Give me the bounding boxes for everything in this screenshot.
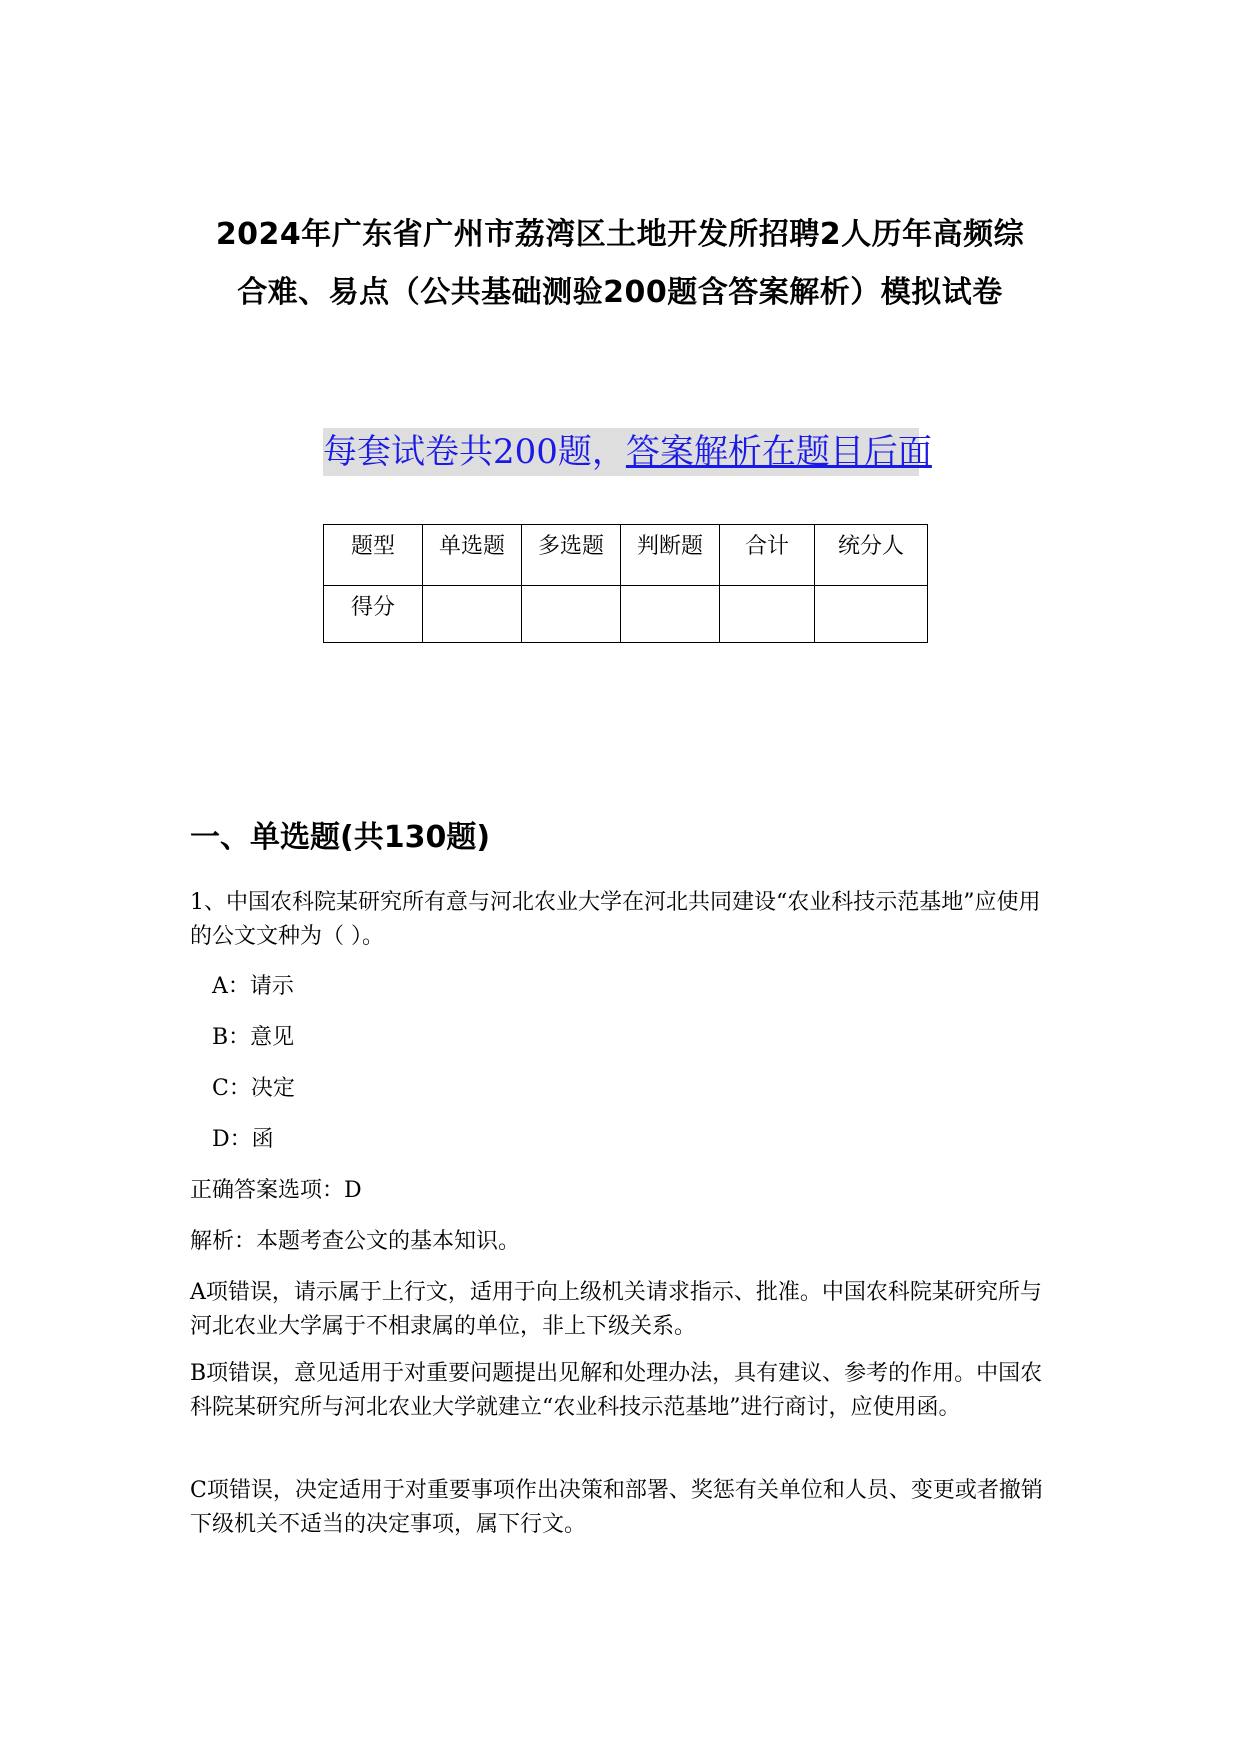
analysis-intro: 解析：本题考查公文的基本知识。 <box>190 1229 521 1254</box>
score-cell[interactable] <box>522 586 621 643</box>
score-table-header-cell: 合计 <box>720 525 815 586</box>
score-table-header-cell: 统分人 <box>815 525 928 586</box>
score-table-header-cell: 题型 <box>324 525 423 586</box>
question-text: 1、中国农科院某研究所有意与河北农业大学在河北共同建设“农业科技示范基地”应使用的公文文种为（ ）。 <box>190 890 1041 949</box>
correct-answer: 正确答案选项：D <box>190 1178 362 1203</box>
score-table <box>323 524 928 643</box>
notice-banner <box>323 428 932 476</box>
score-cell[interactable] <box>423 586 522 643</box>
score-table-header-row <box>324 525 928 586</box>
option-d: D：函 <box>212 1127 274 1152</box>
score-table-header-cell: 单选题 <box>423 525 522 586</box>
banner-text: 每套试卷共200题， <box>323 432 626 472</box>
banner-link[interactable]: 答案解析在题目后面 <box>625 432 932 472</box>
score-row-label: 得分 <box>324 586 423 643</box>
option-b: B：意见 <box>212 1025 295 1050</box>
score-cell[interactable] <box>815 586 928 643</box>
score-cell[interactable] <box>621 586 720 643</box>
score-table-score-row <box>324 586 928 643</box>
title-line-2: 合难、易点（公共基础测验200题含答案解析）模拟试卷 <box>237 275 1003 310</box>
document-title <box>180 206 1060 322</box>
score-table-header-cell: 判断题 <box>621 525 720 586</box>
explanation-b: B项错误，意见适用于对重要问题提出见解和处理办法，具有建议、参考的作用。中国农科院某研究所与河北农业大学就建立“农业科技示范基地”进行商讨，应使用函。 <box>190 1361 1043 1420</box>
option-c: C：决定 <box>212 1076 295 1101</box>
score-table-header-cell: 多选题 <box>522 525 621 586</box>
score-cell[interactable] <box>720 586 815 643</box>
explanation-a: A项错误，请示属于上行文，适用于向上级机关请求指示、批准。中国农科院某研究所与河北农业大学属于不相隶属的单位，非上下级关系。 <box>190 1280 1042 1339</box>
explanation-c: C项错误，决定适用于对重要事项作出决策和部署、奖惩有关单位和人员、变更或者撤销下级机关不适当的决定事项，属下行文。 <box>190 1478 1043 1537</box>
title-line-1: 2024年广东省广州市荔湾区土地开发所招聘2人历年高频综 <box>215 217 1025 252</box>
section-heading: 一、单选题(共130题) <box>190 820 491 855</box>
option-a: A：请示 <box>212 974 294 999</box>
